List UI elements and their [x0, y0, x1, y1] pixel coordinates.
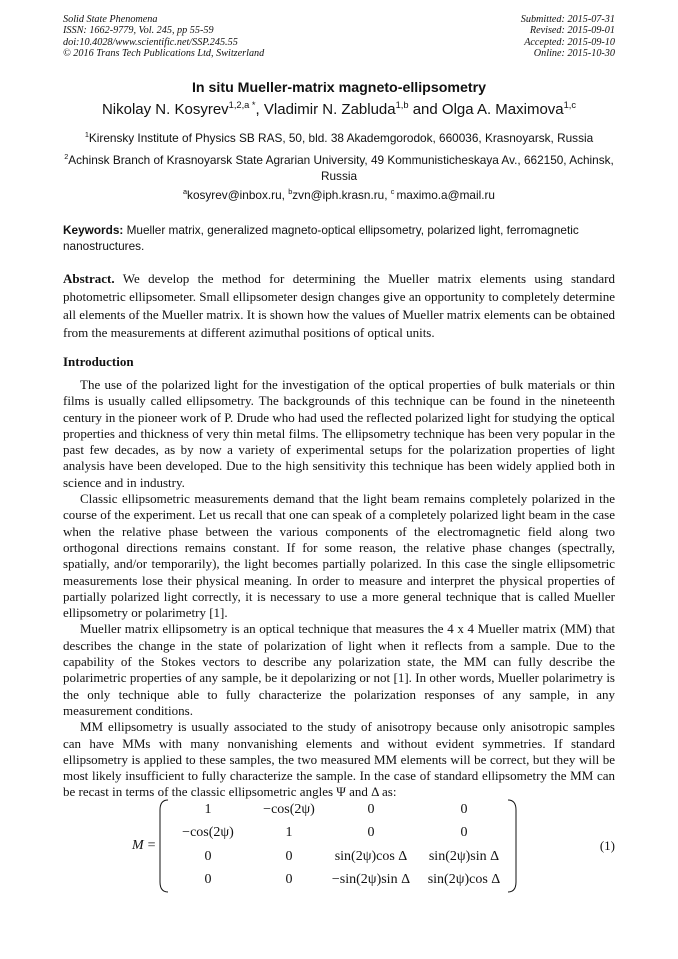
equation-1	[63, 798, 615, 898]
equals-sign: =	[147, 838, 156, 853]
author-emails	[0, 188, 678, 202]
abstract	[63, 270, 615, 342]
left-bracket	[160, 800, 168, 892]
author-affiliation-mark: 1,b	[395, 100, 409, 110]
keywords-text: Mueller matrix, generalized magneto-optical ellipsometry, polarized light, ferromagnetic nanostructures.	[63, 223, 579, 253]
journal-name: Solid State Phenomena	[63, 14, 158, 25]
email-mark: a	[182, 187, 188, 197]
abstract-text: We develop the method for determining the Mueller matrix elements using standard photometric ellipsometer. Small ellipsometer design changes give an opportunity to completely determine all elements of the Mueller matrix. It is shown how the values of Mueller matrix elements can be obtained from the measurements at different azimuthal positions of optical units.	[63, 271, 615, 340]
matrix-cell: −cos(2ψ)	[263, 802, 315, 817]
author-name: Vladimir N. Zabluda	[263, 101, 396, 118]
matrix-cell: 0	[285, 872, 293, 887]
author-separator: and	[408, 101, 442, 118]
paragraph: MM ellipsometry is usually associated to the study of anisotropy because only anisotropic samples can have MMs with many nonvanishing elements and without evident symmetries. If standard ellipsometry is applied to these samples, the two measured MM elements will be correct, but they will be most likely insufficient to fully characterize the sample. In the case of standard ellipsometry the MM can be recast in terms of the classic ellipsometric angles Ψ and Δ as:	[63, 719, 615, 800]
journal-copyright: © 2016 Trans Tech Publications Ltd, Switzerland	[63, 48, 265, 60]
email-mark: b	[288, 187, 293, 197]
matrix-cell: sin(2ψ)cos Δ	[427, 872, 501, 887]
matrix-cell: −cos(2ψ)	[182, 825, 234, 840]
affiliation-2	[63, 152, 615, 184]
matrix-cell: 1	[285, 825, 293, 840]
date-accepted: Accepted: 2015-09-10	[524, 36, 615, 48]
equation-symbol: M	[132, 838, 144, 853]
paragraph: The use of the polarized light for the investigation of the optical properties of bulk materials or thin films is usually called ellipsometry. The backgrounds of this technique can be found in the nineteenth century in the pioneer work of P. Drude who had used the reflected polarized light for studying the optical properties and thickness of very thin metal films. The ellipsometry technique has been very popular in the past few decades, as by now a variety of experimental setups for the polarization properties of light analysis have been developed. Due to the high sensitivity this technique has been widely applied both in science and in industry.	[63, 377, 615, 490]
journal-info	[63, 14, 264, 60]
section-heading: Introduction	[63, 354, 134, 369]
keywords-label: Keywords:	[63, 223, 124, 237]
matrix-cell: 1	[204, 802, 212, 817]
mueller-matrix	[158, 798, 518, 894]
paper-title: In situ Mueller-matrix magneto-ellipsometry	[191, 80, 487, 96]
affiliation-text: Kirensky Institute of Physics SB RAS, 50, bld. 38 Akademgorodok, 660036, Krasnoyarsk, Russia	[88, 131, 594, 145]
abstract-label: Abstract.	[63, 271, 115, 286]
date-revised: Revised: 2015-09-01	[529, 25, 615, 37]
date-submitted: Submitted: 2015-07-31	[520, 14, 615, 25]
keywords	[63, 222, 615, 254]
matrix-cell: sin(2ψ)sin Δ	[428, 849, 500, 864]
author-affiliation-mark: 1,c	[563, 100, 577, 110]
email-address: kosyrev@inbox.ru,	[187, 188, 289, 202]
author-separator: ,	[255, 101, 264, 118]
affiliation-mark: 1	[84, 130, 89, 140]
email-mark: c	[390, 187, 397, 197]
email-address: maximo.a@mail.ru	[396, 188, 495, 202]
affiliation-text: Achinsk Branch of Krasnoyarsk State Agrarian University, 49 Kommunisticheskaya Av., 662150, Achinsk, Russia	[68, 153, 614, 183]
matrix-cell: 0	[204, 872, 212, 887]
matrix-cell: 0	[285, 849, 293, 864]
author-name: Olga A. Maximova	[441, 101, 564, 118]
author-affiliation-mark: 1,2,a *	[228, 100, 256, 110]
date-online: Online: 2015-10-30	[533, 48, 615, 60]
paragraph: Mueller matrix ellipsometry is an optical technique that measures the 4 x 4 Mueller matrix (MM) that describes the change in the state of polarization of light when it reflects from a sample. Due to the capability of the Stokes vectors to describe any polarization state, the MM can fully describe the polarimetric properties of any sample, be it depolarizing or not [1]. In other words, Mueller polarimetry is the only technique able to fully characterize the polarization responses of any sample, in any measurement conditions.	[63, 621, 615, 718]
matrix-cell: 0	[367, 802, 375, 817]
journal-doi: doi:10.4028/www.scientific.net/SSP.245.55	[63, 36, 238, 48]
equation-lhs	[132, 838, 156, 854]
affiliation-1	[63, 130, 615, 146]
author-list	[0, 101, 678, 118]
matrix-cell: 0	[367, 825, 375, 840]
email-address: zvn@iph.krasn.ru,	[292, 188, 391, 202]
journal-issn: ISSN: 1662-9779, Vol. 245, pp 55-59	[63, 25, 214, 37]
introduction-body	[63, 377, 615, 801]
matrix-cell: −sin(2ψ)sin Δ	[331, 872, 411, 887]
paragraph: Classic ellipsometric measurements demand that the light beam remains completely polarized in the course of the experiment. Let us recall that one can speak of a completely polarized light beam in the case when the relative phase between the various components of the electromagnetic field along two orthogonal directions remains constant. If for some reason, the relative phase changes (spectrally, spatially, and/or temporarily), the light becomes partially polarized. In this case the single ellipsometric measurements lose their physical meaning. In order to measure and interpret the physical properties of partially polarized light correctly, it is necessary to use a more general technique that is called Mueller ellipsometry or polarimetry [1].	[63, 491, 615, 621]
submission-dates	[521, 14, 615, 60]
matrix-cell: 0	[460, 825, 468, 840]
equation-number: (1)	[599, 838, 615, 853]
affiliation-mark: 2	[64, 152, 69, 162]
matrix-cell: sin(2ψ)cos Δ	[334, 849, 408, 864]
matrix-cell: 0	[460, 802, 468, 817]
author-name: Nikolay N. Kosyrev	[101, 101, 229, 118]
matrix-cell: 0	[204, 849, 212, 864]
